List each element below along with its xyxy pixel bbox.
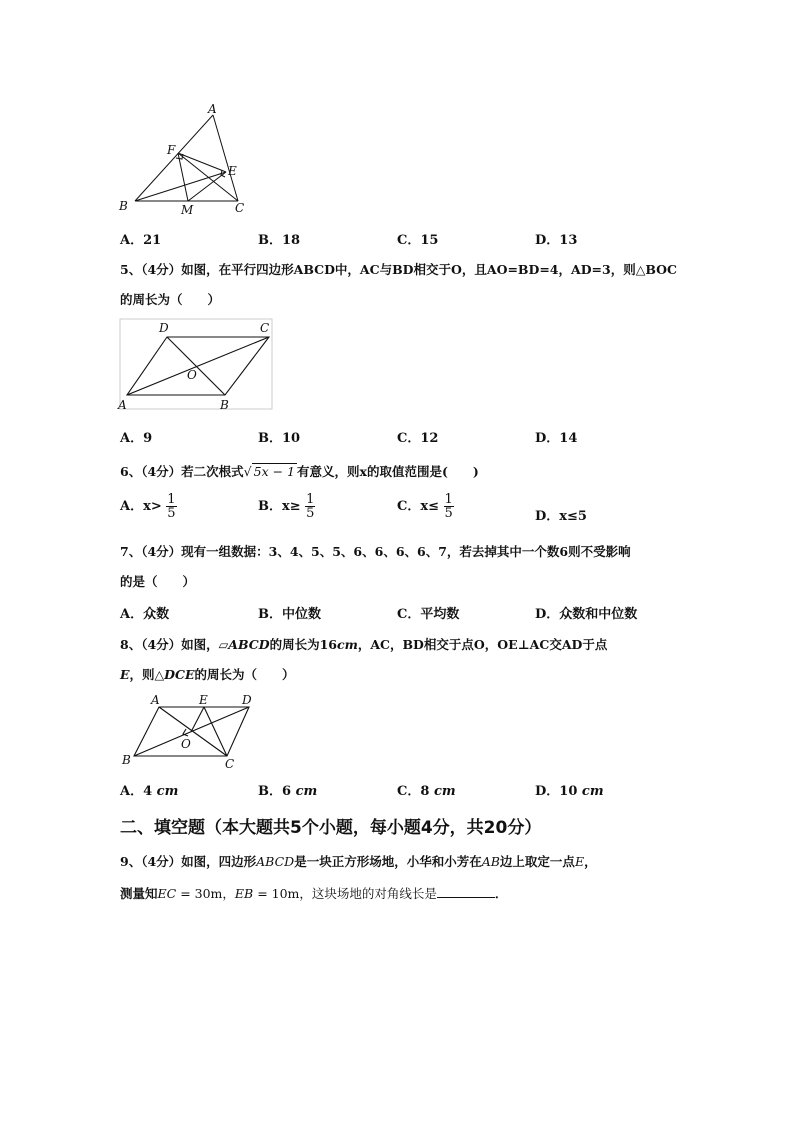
q9-side-ab: AB bbox=[481, 854, 500, 869]
q6-option-c bbox=[397, 493, 454, 520]
q4-option-d: D．13 bbox=[535, 233, 578, 248]
q6-option-b bbox=[258, 493, 315, 520]
q7-option-c: C．平均数 bbox=[397, 607, 460, 622]
q8-option-b bbox=[258, 780, 317, 799]
q6-option-b-den: 5 bbox=[306, 506, 315, 521]
q6-option-b-label: B．x≥ bbox=[258, 499, 301, 514]
q4-option-c: C．15 bbox=[397, 233, 439, 248]
q8-triangle-name: DCE bbox=[164, 667, 195, 682]
q8-stem-part: ，AC，BD相交于点O，OE⊥AC交AD于点 bbox=[357, 637, 608, 652]
q5-diagonal-bd bbox=[167, 337, 225, 395]
q7-option-d: D．众数和中位数 bbox=[535, 607, 638, 622]
q9-square-name: ABCD bbox=[256, 854, 295, 869]
q8-parallelogram-name: ▱ABCD bbox=[218, 637, 270, 652]
q6-option-c-fraction bbox=[444, 493, 454, 520]
q4-label-a: A bbox=[208, 102, 217, 116]
q4-edge-fe bbox=[178, 153, 226, 172]
q6-option-a-num: 1 bbox=[167, 492, 176, 507]
q8-diagonal-ac bbox=[159, 707, 227, 756]
q8-option-a-unit: cm bbox=[156, 784, 179, 799]
q8-segment-ec bbox=[204, 707, 227, 756]
q5-option-b: B．10 bbox=[258, 431, 301, 446]
q4-label-m: M bbox=[181, 203, 194, 217]
q8-stem-part: 的周长为16 bbox=[269, 637, 337, 652]
q8-option-c bbox=[397, 780, 456, 799]
q5-option-c: C．12 bbox=[397, 431, 439, 446]
q7-stem-line1: 7、（4分）现有一组数据：3、4、5、5、6、6、6、6、7，若去掉其中一个数6则不受影响 bbox=[120, 544, 631, 559]
q4-figure bbox=[115, 100, 255, 218]
q7-option-a: A．众数 bbox=[120, 607, 170, 622]
q6-radicand: 5x − 1 bbox=[253, 464, 296, 479]
q9-stem-part: ． bbox=[494, 886, 508, 901]
q4-label-c: C bbox=[235, 201, 245, 215]
q9-stem-part: 边上取定一点 bbox=[499, 854, 575, 869]
q8-option-c-unit: cm bbox=[433, 784, 456, 799]
q5-stem-line1: 5、（4分）如图，在平行四边形ABCD中，AC与BD相交于O，且AO=BD=4，AD=3，则△BOC bbox=[120, 262, 677, 277]
q8-stem-part: ，则△ bbox=[129, 667, 165, 682]
q6-option-d: D．x≤5 bbox=[535, 509, 587, 524]
q8-option-a-value: A．4 bbox=[120, 784, 153, 799]
q9-eb-value: = 10m，这块场地的对角线长是 bbox=[253, 886, 437, 901]
q8-option-b-value: B．6 bbox=[258, 784, 292, 799]
q4-option-a: A．21 bbox=[120, 233, 162, 248]
q4-label-b: B bbox=[119, 199, 128, 213]
q9-segment-ec: EC bbox=[157, 886, 177, 901]
q6-option-b-fraction bbox=[305, 493, 315, 520]
q6-option-c-num: 1 bbox=[444, 492, 453, 507]
q4-label-e: E bbox=[228, 164, 237, 178]
q5-label-c: C bbox=[260, 321, 270, 335]
q6-option-c-label: C．x≤ bbox=[397, 499, 439, 514]
q4-option-b: B．18 bbox=[258, 233, 301, 248]
q7-option-b: B．中位数 bbox=[258, 607, 321, 622]
q6-option-a bbox=[120, 493, 177, 520]
section-title: 二、填空题（本大题共5个小题，每小题4分，共20分） bbox=[120, 818, 542, 838]
q9-stem-part: ， bbox=[584, 854, 597, 869]
q4-label-f: F bbox=[167, 143, 176, 157]
q8-label-b: B bbox=[122, 753, 131, 767]
q8-option-d bbox=[535, 780, 604, 799]
q7-stem-line2: 的是（ ） bbox=[120, 574, 196, 589]
q6-radical-sign: √ bbox=[243, 464, 252, 479]
q9-stem-part: 测量知 bbox=[120, 886, 158, 901]
q5-label-o: O bbox=[187, 368, 197, 382]
q9-answer-blank[interactable] bbox=[437, 885, 495, 898]
q8-stem-line2 bbox=[120, 665, 295, 683]
q8-label-e: E bbox=[199, 693, 208, 707]
q6-option-b-num: 1 bbox=[306, 492, 315, 507]
q6-stem-prefix: 6、（4分）若二次根式 bbox=[120, 464, 244, 479]
q6-option-a-label: A．x> bbox=[120, 499, 162, 514]
q5-label-a: A bbox=[118, 398, 127, 412]
q8-point-e: E bbox=[120, 667, 130, 682]
q8-option-d-unit: cm bbox=[581, 784, 604, 799]
q5-label-b: B bbox=[220, 398, 229, 412]
q6-stem-suffix: 有意义，则x的取值范围是( ) bbox=[297, 464, 479, 479]
q8-label-o: O bbox=[181, 737, 191, 751]
q8-stem-part: 8、（4分）如图， bbox=[120, 637, 219, 652]
q9-stem-line2 bbox=[120, 884, 507, 902]
q8-stem-line1 bbox=[120, 635, 607, 653]
q8-label-d: D bbox=[242, 693, 252, 707]
q6-stem bbox=[120, 462, 479, 480]
q8-option-c-value: C．8 bbox=[397, 784, 430, 799]
q8-figure bbox=[115, 690, 265, 772]
q9-stem-part: 9、（4分）如图，四边形 bbox=[120, 854, 257, 869]
q6-option-c-den: 5 bbox=[444, 506, 453, 521]
q9-stem-line1 bbox=[120, 852, 597, 870]
q8-option-d-value: D．10 bbox=[535, 784, 578, 799]
q8-unit: cm bbox=[336, 637, 358, 652]
q6-option-a-den: 5 bbox=[167, 506, 176, 521]
q9-stem-part: 是一块正方形场地，小华和小芳在 bbox=[294, 854, 482, 869]
q9-point-e: E bbox=[574, 854, 585, 869]
q5-option-a: A．9 bbox=[120, 431, 153, 446]
q8-label-c: C bbox=[225, 757, 235, 771]
q5-figure bbox=[115, 317, 275, 413]
q8-segment-oe bbox=[191, 707, 204, 732]
q9-ec-value: = 30m， bbox=[176, 886, 235, 901]
q6-option-a-fraction bbox=[166, 493, 176, 520]
q8-option-b-unit: cm bbox=[295, 784, 318, 799]
q8-label-a: A bbox=[151, 693, 160, 707]
q9-segment-eb: EB bbox=[234, 886, 254, 901]
q5-option-d: D．14 bbox=[535, 431, 578, 446]
q4-edge-ac bbox=[213, 115, 238, 201]
q8-option-a bbox=[120, 780, 178, 799]
q5-label-d: D bbox=[159, 321, 169, 335]
q5-diagonal-ac bbox=[127, 337, 269, 395]
q5-stem-line2: 的周长为（ ） bbox=[120, 292, 221, 307]
q8-stem-part: 的周长为（ ） bbox=[194, 667, 295, 682]
